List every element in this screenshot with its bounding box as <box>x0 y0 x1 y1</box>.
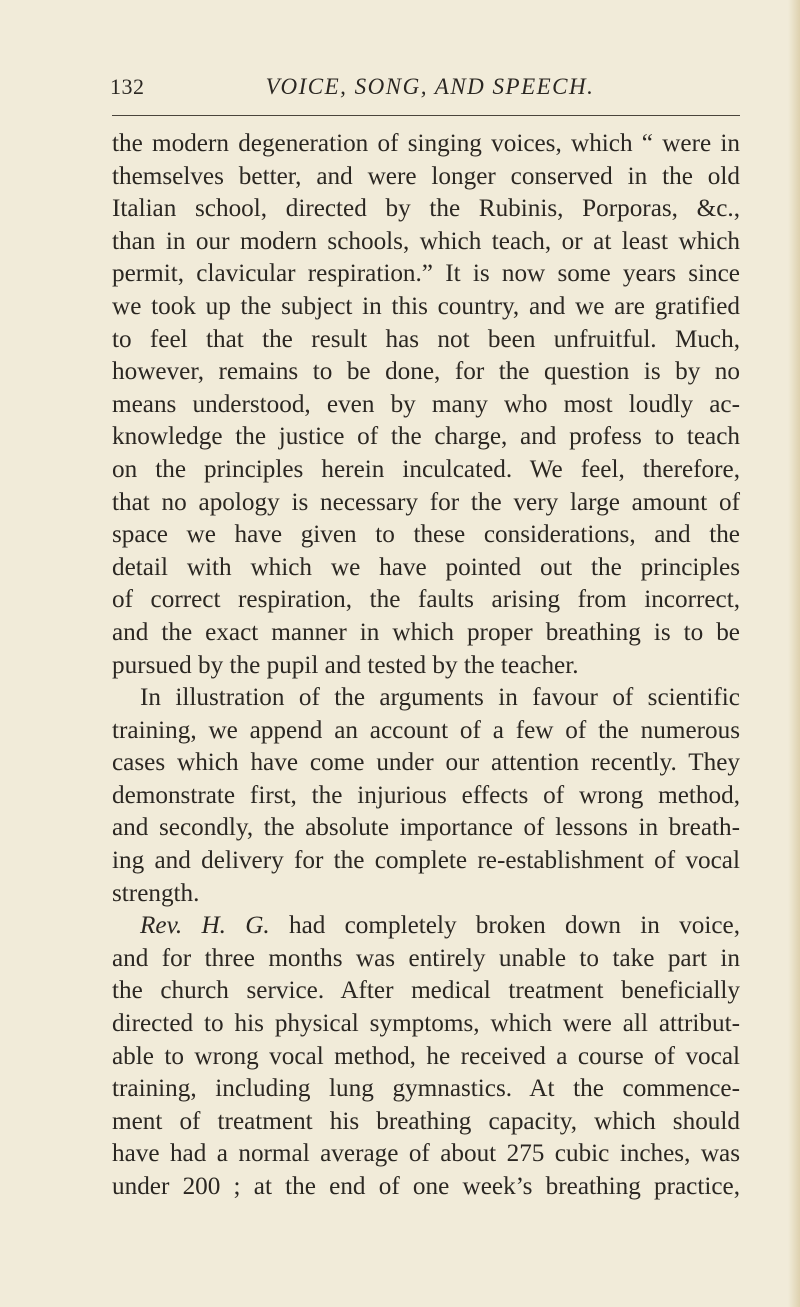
text-line: however, remains to be done, for the question is by no <box>112 358 740 386</box>
text-line: training, including lung gymnastics. At the commence- <box>112 1075 740 1103</box>
text-line: directed to his physical symptoms, which were all attribut- <box>112 1010 740 1038</box>
case-line-text: had completely broken down in voice, <box>288 912 740 940</box>
text-line: of correct respiration, the faults arising from incorrect, <box>112 586 740 614</box>
text-line: strength. <box>112 879 200 907</box>
body-text <box>112 128 740 1204</box>
text-line <box>112 910 740 943</box>
text-line: themselves better, and were longer conserved in the old <box>112 162 740 190</box>
text-line: than in our modern schools, which teach, or at least which <box>112 227 740 255</box>
text-line: and the exact manner in which proper breathing is to be <box>112 618 740 646</box>
text-line: the modern degeneration of singing voices, which “ were in <box>112 130 740 157</box>
text-line: the church service. After medical treatment beneficially <box>112 977 740 1005</box>
text-line: on the principles herein inculcated. We feel, therefore, <box>112 455 740 483</box>
text-line: In illustration of the arguments in favour of scientific <box>140 684 740 712</box>
text-line: and secondly, the absolute importance of lessons in breath- <box>112 814 740 842</box>
text-line: training, we append an account of a few of the numerous <box>112 716 740 744</box>
page-header <box>110 74 750 108</box>
text-line: demonstrate first, the injurious effects of wrong method, <box>112 781 740 809</box>
page-edge-shading <box>788 0 800 1307</box>
header-rule <box>112 115 740 116</box>
text-line: able to wrong vocal method, he received a course of vocal <box>112 1042 740 1070</box>
text-line: knowledge the justice of the charge, and profess to teach <box>112 423 740 451</box>
text-line: means understood, even by many who most loudly ac- <box>112 390 740 418</box>
text-line: cases which have come under our attention recently. They <box>112 749 740 777</box>
text-line: permit, clavicular respiration.” It is now some years since <box>112 260 740 288</box>
text-line: Italian school, directed by the Rubinis, Porporas, &c., <box>112 195 740 223</box>
text-line: pursued by the pupil and tested by the teacher. <box>112 651 579 679</box>
text-line: ment of treatment his breathing capacity, which should <box>112 1107 740 1135</box>
text-line: under 200 ; at the end of one week’s breathing practice, <box>112 1173 740 1200</box>
page-number: 132 <box>110 74 145 99</box>
text-line: ing and delivery for the complete re-establishment of vocal <box>112 847 740 875</box>
text-line: space we have given to these considerations, and the <box>112 521 740 549</box>
text-line: detail with which we have pointed out the principles <box>112 553 740 581</box>
text-line: and for three months was entirely unable to take part in <box>112 944 740 972</box>
text-line: have had a normal average of about 275 cubic inches, was <box>112 1140 740 1168</box>
case-name: Rev. H. G. <box>140 912 270 940</box>
text-line: we took up the subject in this country, and we are gratified <box>112 292 740 320</box>
text-line: to feel that the result has not been unfruitful. Much, <box>112 325 740 353</box>
running-title: VOICE, SONG, AND SPEECH. <box>265 74 595 99</box>
text-line: that no apology is necessary for the very large amount of <box>112 488 740 516</box>
